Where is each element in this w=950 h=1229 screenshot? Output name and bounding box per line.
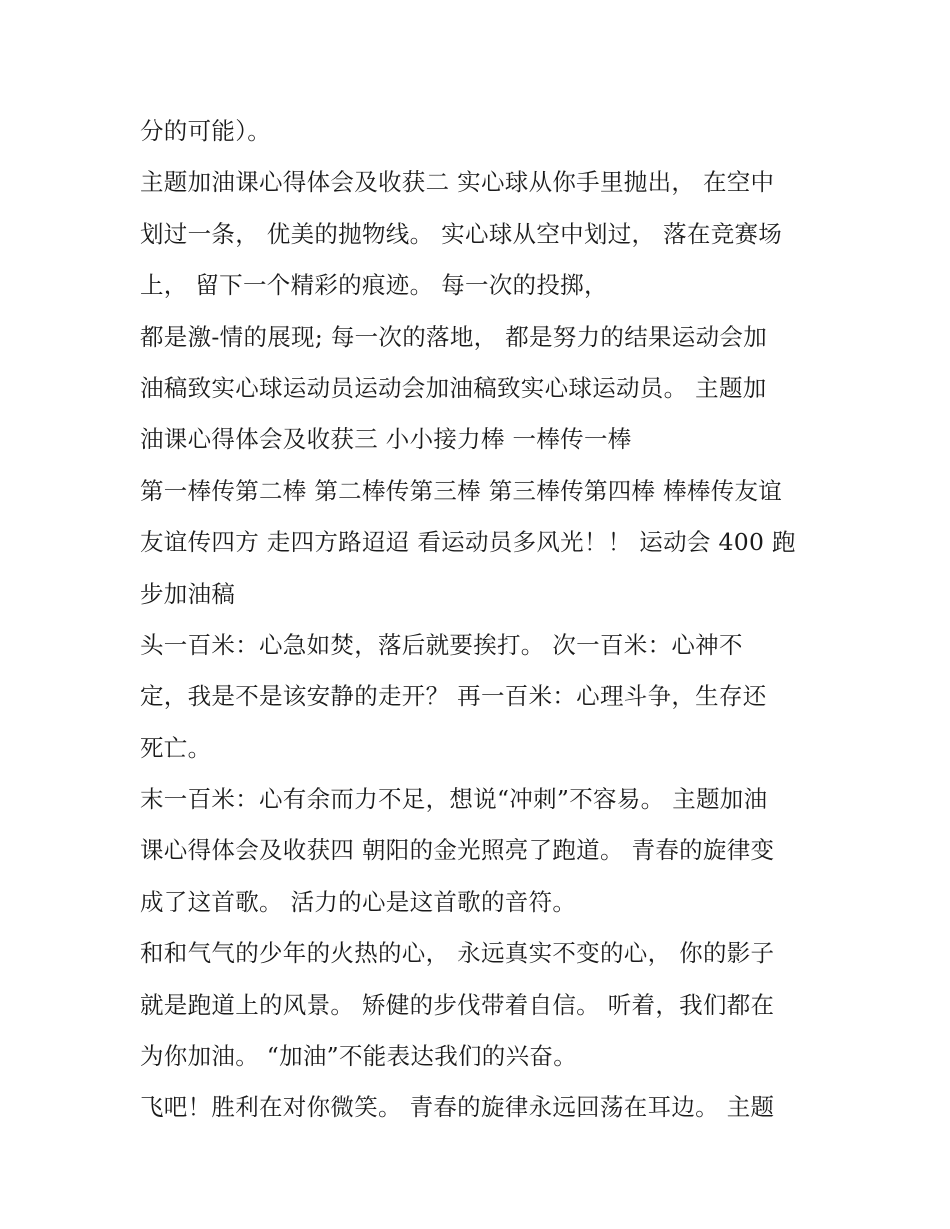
text-line: 油课心得体会及收获三 小小接力棒 一棒传一棒 [140, 425, 632, 454]
text-line: 都是激-情的展现; 每一次的落地， 都是努力的结果运动会加 [140, 322, 767, 351]
body-text [140, 106, 820, 1134]
text-line: 第一棒传第二棒 第二棒传第三棒 第三棒传第四棒 棒棒传友谊 [140, 476, 783, 505]
text-line: 上， 留下一个精彩的痕迹。 每一次的投掷， [140, 271, 608, 300]
text-line: 末一百米：心有余而力不足，想说“冲刺”不容易。 主题加油 [140, 785, 768, 814]
text-line: 飞吧！胜利在对你微笑。 青春的旋律永远回荡在耳边。 主题 [140, 1093, 775, 1122]
text-line: 头一百米：心急如焚，落后就要挨打。 次一百米：心神不 [140, 630, 743, 659]
text-line: 成了这首歌。 活力的心是这首歌的音符。 [140, 887, 577, 916]
text-line: 死亡。 [140, 733, 212, 762]
text-line: 划过一条， 优美的抛物线。 实心球从空中划过， 落在竞赛场 [140, 219, 783, 248]
text-line: 为你加油。 “加油”不能表达我们的兴奋。 [140, 1042, 577, 1071]
text-line: 定，我是不是该安静的走开？ 再一百米：心理斗争，生存还 [140, 682, 767, 711]
text-line: 分的可能）。 [140, 117, 272, 145]
text-line: 友谊传四方 走四方路迢迢 看运动员多风光！！ 运动会 400 跑 [140, 528, 796, 557]
text-line: 油稿致实心球运动员运动会加油稿致实心球运动员。 主题加 [140, 373, 767, 402]
text-line: 和和气气的少年的火热的心， 永远真实不变的心， 你的影子 [140, 939, 775, 968]
text-line: 就是跑道上的风景。 矫健的步伐带着自信。 听着，我们都在 [140, 990, 775, 1019]
text-line: 课心得体会及收获四 朝阳的金光照亮了跑道。 青春的旋律变 [140, 836, 775, 865]
text-line: 步加油稿 [140, 579, 236, 608]
text-line: 主题加油课心得体会及收获二 实心球从你手里抛出， 在空中 [140, 168, 775, 197]
